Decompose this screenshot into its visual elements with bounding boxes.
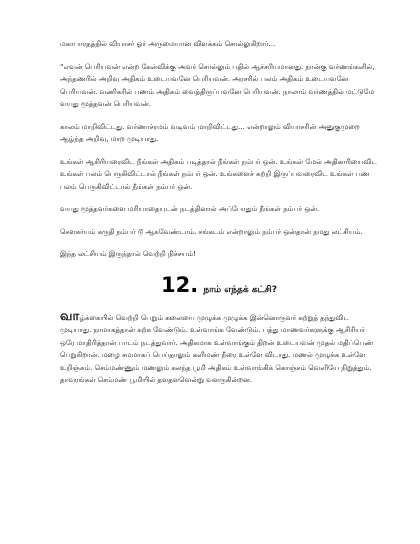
body-paragraph: காலம் மாறிவிட்டது. வர்ணாச்ரமம் வடிவம் மாறிவிட்டது… என்றாலும் வியாசரின் அனுகுமுறை ஆழ்ந்த அறிவு, மாற முடியாது.: [60, 122, 360, 143]
body-paragraph: இந்த லட்சியம் இருந்தால் வெற்றி நிச்சயம்!: [60, 250, 196, 258]
quote-paragraph: “எவன் பெரியவன் என்ற கேள்விக்கு அவர் சொல்லும் பதில் ஆச்சரியமானது. நான்கு வர்ணங்களில், அந்தணரில் அறிவு அதிகம் உடையவனே பெரியவன். அரசரில் பலம் அதிகம் உடையவனே பெரியவன். வணிகரில் பணம் அதிகம் வைத்திருப்பவனே பெரியவன். நாலாம் வர்ணத்தில் மட்டுமே வயது மூத்தவன் பெரியவன்.: [60, 62, 375, 108]
body-paragraph: சௌகர்யம் கருதி நம்பர் டூ ஆகவேண்டாம். சங்கடம் என்றாலும் நம்பர் ஒன்தான் நமது லட்சியம்.: [60, 227, 363, 236]
chapter-title: நாம் எந்தக் கட்சி?: [203, 284, 277, 295]
chapter-heading: [60, 273, 378, 297]
chapter-number: 12.: [161, 272, 199, 297]
page-content: [60, 38, 378, 397]
body-paragraph: வயது மூத்தவர்களை மரியாதையுடன் நடத்தினால் அப்போதும் நீங்கள் நம்பர் ஒன்.: [60, 205, 320, 213]
drop-cap: வா: [60, 308, 80, 324]
chapter-opening-paragraph: [60, 308, 378, 387]
intro-paragraph: மகாபாரதத்தில் வியாசர் ஓர் அருமையான விளக்கம் சொல்லுகிறார்…: [60, 40, 276, 48]
paragraph-text: ழ்க்கையில் வெற்றி பெறும் கலையை முழுக்க முழுக்க இன்னொருவர் கற்றுத் தந்துவிட முடியாது. நாமாகத்தான் கற்க வேண்டும். உள்வாங்க வேண்டும். பத்து மாணவர்களுக்கு ஆசிரியர் ஒரே மாதிரித்தான் பாடம் நடத்துவார். அதிகமாக உள்வாங்கும் திறன் உடையவன் முதல் மதிப்பெண் பெறுகிறான். மழை சமமாகப் பெய்தாலும் களிமண் நீரை உள்ளே விடாது. மணல் முழுக்க உள்ளே உறிஞ்சும். செம்மண்ணும் மணலும் கலந்த பூமி அதிகம் உள்வாங்கிக் கொஞ்சம் வெளியே நிறுத்தும். தாவரங்கள் செம்மண் பூமியில் தளதளவென்று வளருகின்றன.: [60, 313, 374, 384]
body-paragraph: உங்கள் ஆசிரியரைவிட நீங்கள் அதிகம் படித்தால் நீங்கள் நம்பர் ஒன். உங்கள் மேல் அதிகாரியைவிட உங்கள் பலம் பெருகிவிட்டால் நீங்கள் நம்பர் ஒன். உங்களைச் சுற்றி இருப்பவரைவிட உங்கள் பண பலம் பெருகிவிட்டால் நீங்கள் நம்பர் ஒன்.: [60, 157, 377, 191]
